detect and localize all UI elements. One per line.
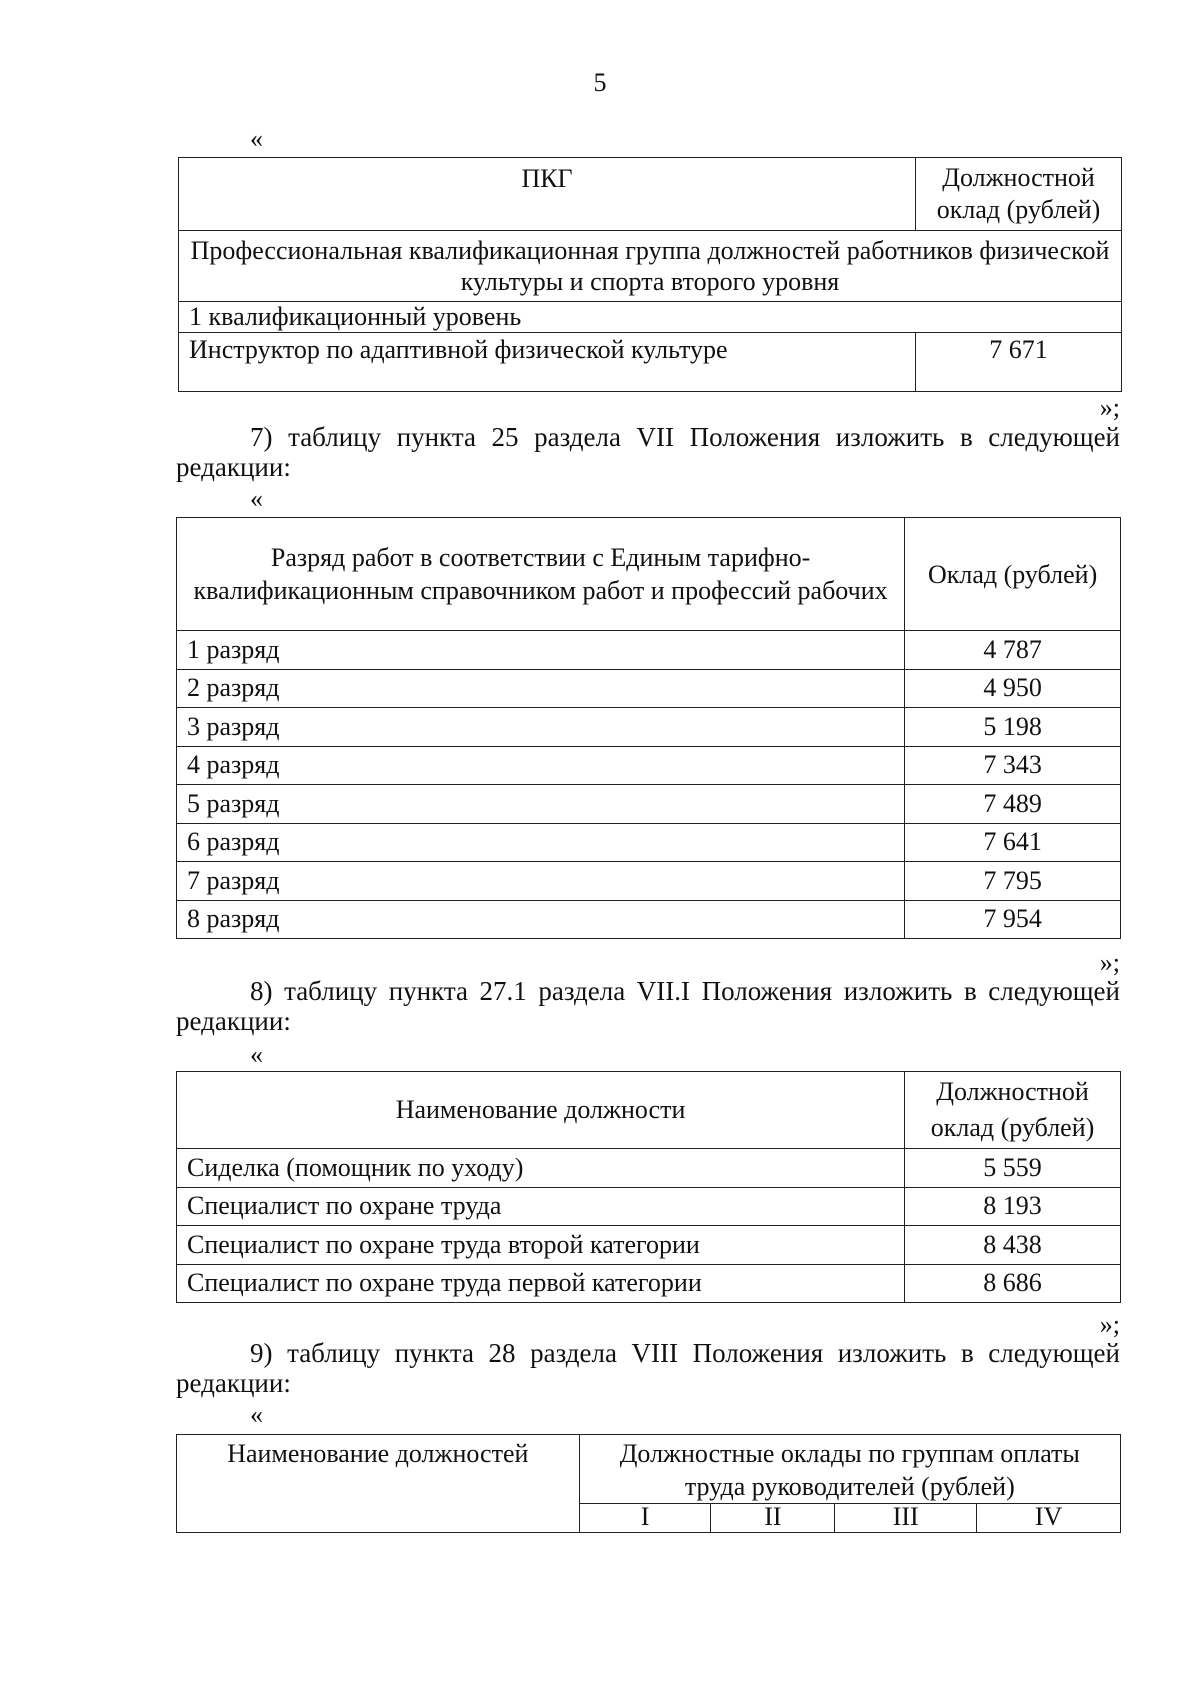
table-row-value: 7 641 <box>905 823 1121 862</box>
table-row-name: Специалист по охране труда второй категории <box>177 1226 905 1265</box>
group-header-2: II <box>711 1504 835 1533</box>
table-header-position: Наименование должности <box>177 1072 905 1149</box>
table-row-name: Специалист по охране труда <box>177 1187 905 1226</box>
quote-close: »; <box>1099 393 1120 422</box>
group-header-3: III <box>835 1504 977 1533</box>
table-header-salary: Должностной оклад (рублей) <box>916 158 1122 231</box>
table-row-value: 7 489 <box>905 785 1121 824</box>
table-row-value: 7 343 <box>905 746 1121 785</box>
qualification-level: 1 квалификационный уровень <box>179 302 1122 333</box>
table-row-value: 5 559 <box>905 1149 1121 1188</box>
table-positions <box>176 1071 1121 1303</box>
table-pkg <box>178 157 1122 392</box>
table-row-value: 4 950 <box>905 669 1121 708</box>
quote-close: »; <box>1099 1310 1120 1339</box>
paragraph-7: 7) таблицу пункта 25 раздела VII Положения изложить в следующей редакции: <box>176 422 1120 482</box>
paragraph-9: 9) таблицу пункта 28 раздела VIII Положения изложить в следующей редакции: <box>176 1338 1120 1398</box>
table-row-name: 4 разряд <box>177 746 905 785</box>
table-grades <box>176 517 1121 939</box>
table-row-name: Сиделка (помощник по уходу) <box>177 1149 905 1188</box>
table-header-grade: Разряд работ в соответствии с Единым тарифно-квалификационным справочником работ и профессий рабочих <box>177 518 905 631</box>
table-row-name: 6 разряд <box>177 823 905 862</box>
table-row-value: 7 795 <box>905 862 1121 901</box>
group-header-1: I <box>579 1504 711 1533</box>
quote-open: « <box>250 124 263 153</box>
table-header-positions: Наименование должностей <box>177 1435 580 1533</box>
table-row-name: 3 разряд <box>177 708 905 747</box>
table-row-value: 8 686 <box>905 1264 1121 1303</box>
group-header-4: IV <box>977 1504 1121 1533</box>
table-management-salaries <box>176 1434 1121 1533</box>
quote-open: « <box>250 1400 263 1429</box>
table-row-value: 7 954 <box>905 900 1121 939</box>
table-row-name: 7 разряд <box>177 862 905 901</box>
table-row-name: 5 разряд <box>177 785 905 824</box>
quote-close: »; <box>1099 948 1120 977</box>
table-row-name: 1 разряд <box>177 631 905 670</box>
paragraph-8: 8) таблицу пункта 27.1 раздела VII.I Положения изложить в следующей редакции: <box>176 976 1120 1036</box>
table-row-name: Инструктор по адаптивной физической культуре <box>179 333 916 392</box>
table-header-salary: Оклад (рублей) <box>905 518 1121 631</box>
quote-open: « <box>250 484 263 513</box>
table-row-name: Специалист по охране труда первой категории <box>177 1264 905 1303</box>
table-row-value: 8 193 <box>905 1187 1121 1226</box>
table-row-value: 7 671 <box>916 333 1122 392</box>
table-header-salary-groups: Должностные оклады по группам оплаты труда руководителей (рублей) <box>579 1435 1120 1504</box>
table-header-salary: Должностной оклад (рублей) <box>905 1072 1121 1149</box>
table-header-pkg: ПКГ <box>179 158 916 231</box>
table-row-value: 5 198 <box>905 708 1121 747</box>
table-row-name: 2 разряд <box>177 669 905 708</box>
table-row-value: 4 787 <box>905 631 1121 670</box>
table-row-value: 8 438 <box>905 1226 1121 1265</box>
table-row-name: 8 разряд <box>177 900 905 939</box>
group-title: Профессиональная квалификационная группа должностей работников физической культуры и спорта второго уровня <box>179 231 1122 302</box>
quote-open: « <box>250 1040 263 1069</box>
page-number: 5 <box>593 68 607 97</box>
